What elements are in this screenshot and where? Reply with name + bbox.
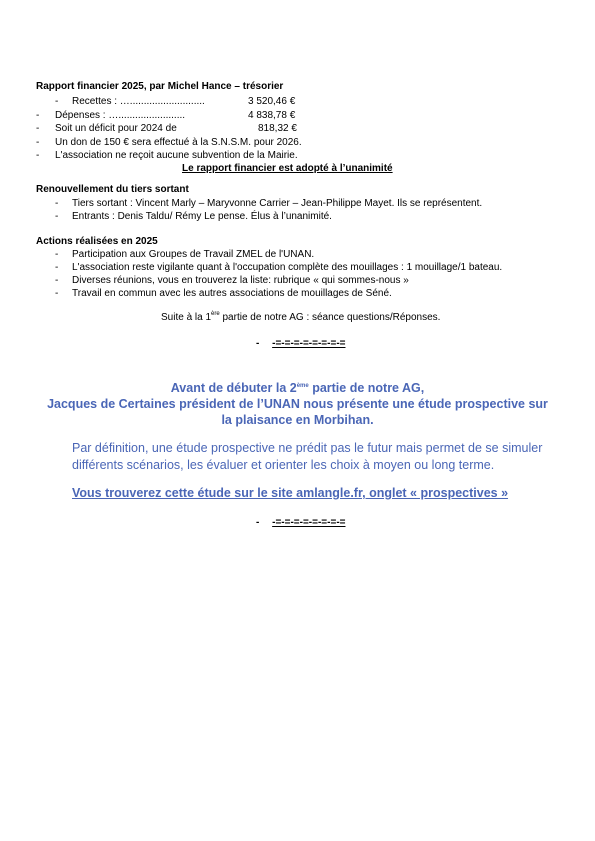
- list-dash: -: [36, 150, 40, 161]
- list-dash: -: [55, 275, 59, 286]
- blue-paragraph-line2: différents scénarios, les évaluer et orienter les choix à moyen ou long terme.: [72, 458, 495, 472]
- blue-title-line1: [0, 380, 595, 396]
- list-item: L'association reste vigilante quant à l'occupation complète des mouillages : 1 mouillage/1 bateau.: [72, 262, 503, 273]
- blue-title-line2: Jacques de Certaines président de l’UNAN nous présente une étude prospective sur: [47, 397, 548, 411]
- financial-adopted: Le rapport financier est adopté à l’unanimité: [182, 163, 393, 174]
- list-dash: -: [55, 262, 59, 273]
- blue-title-text-end: partie de notre AG,: [308, 381, 425, 395]
- blue-title-text: Avant de débuter la 2: [170, 381, 297, 395]
- financial-item-label: Recettes : …...........................: [72, 96, 205, 107]
- renewal-heading: Renouvellement du tiers sortant: [36, 184, 189, 195]
- actions-heading: Actions réalisées en 2025: [36, 236, 158, 247]
- financial-item-label: Dépenses : …........................: [55, 110, 186, 121]
- list-dash: -: [36, 110, 40, 121]
- blue-title-sup: ème: [296, 383, 309, 389]
- separator-line: -=-=-=-=-=-=-=-=: [272, 517, 346, 528]
- prospective-link[interactable]: Vous trouverez cette étude sur le site amlangle.fr, onglet « prospectives »: [72, 486, 509, 500]
- blue-title-line3: la plaisance en Morbihan.: [221, 413, 374, 427]
- financial-item-label: Un don de 150 € sera effectué à la S.N.S.M. pour 2026.: [55, 137, 302, 148]
- list-dash: -: [55, 96, 59, 107]
- financial-item-label: L'association ne reçoit aucune subvention de la Mairie.: [55, 150, 298, 161]
- list-dash: -: [55, 198, 59, 209]
- suite-line: [161, 311, 440, 324]
- separator-dash: -: [256, 517, 260, 528]
- separator-line: -=-=-=-=-=-=-=-=: [272, 338, 346, 349]
- list-item: Participation aux Groupes de Travail ZMEL de l'UNAN.: [72, 249, 315, 260]
- financial-item-label: Soit un déficit pour 2024 de: [55, 123, 177, 134]
- separator-dash: -: [256, 338, 260, 349]
- list-item: Entrants : Denis Taldu/ Rémy Le pense. Élus à l’unanimité.: [72, 211, 332, 222]
- list-item: Travail en commun avec les autres associations de mouillages de Séné.: [72, 288, 392, 299]
- separator: [256, 516, 345, 529]
- financial-item-amount: 4 838,78 €: [248, 110, 296, 121]
- list-dash: -: [36, 123, 40, 134]
- separator: [256, 337, 345, 350]
- suite-text: Suite à la 1: [161, 312, 212, 323]
- list-dash: -: [55, 288, 59, 299]
- financial-item-amount: 818,32 €: [258, 123, 297, 134]
- list-item: Diverses réunions, vous en trouverez la liste: rubrique « qui sommes-nous »: [72, 275, 409, 286]
- financial-heading: Rapport financier 2025, par Michel Hance – trésorier: [36, 81, 284, 92]
- list-item: Tiers sortant : Vincent Marly – Maryvonne Carrier – Jean-Philippe Mayet. Ils se représentent.: [72, 198, 483, 209]
- suite-text-end: partie de notre AG : séance questions/Réponses.: [219, 312, 441, 323]
- suite-sup: ère: [211, 311, 220, 317]
- blue-paragraph-line1: Par définition, une étude prospective ne prédit pas le futur mais permet de se simuler: [72, 441, 543, 455]
- list-dash: -: [55, 211, 59, 222]
- list-dash: -: [36, 137, 40, 148]
- financial-item-amount: 3 520,46 €: [248, 96, 296, 107]
- list-dash: -: [55, 249, 59, 260]
